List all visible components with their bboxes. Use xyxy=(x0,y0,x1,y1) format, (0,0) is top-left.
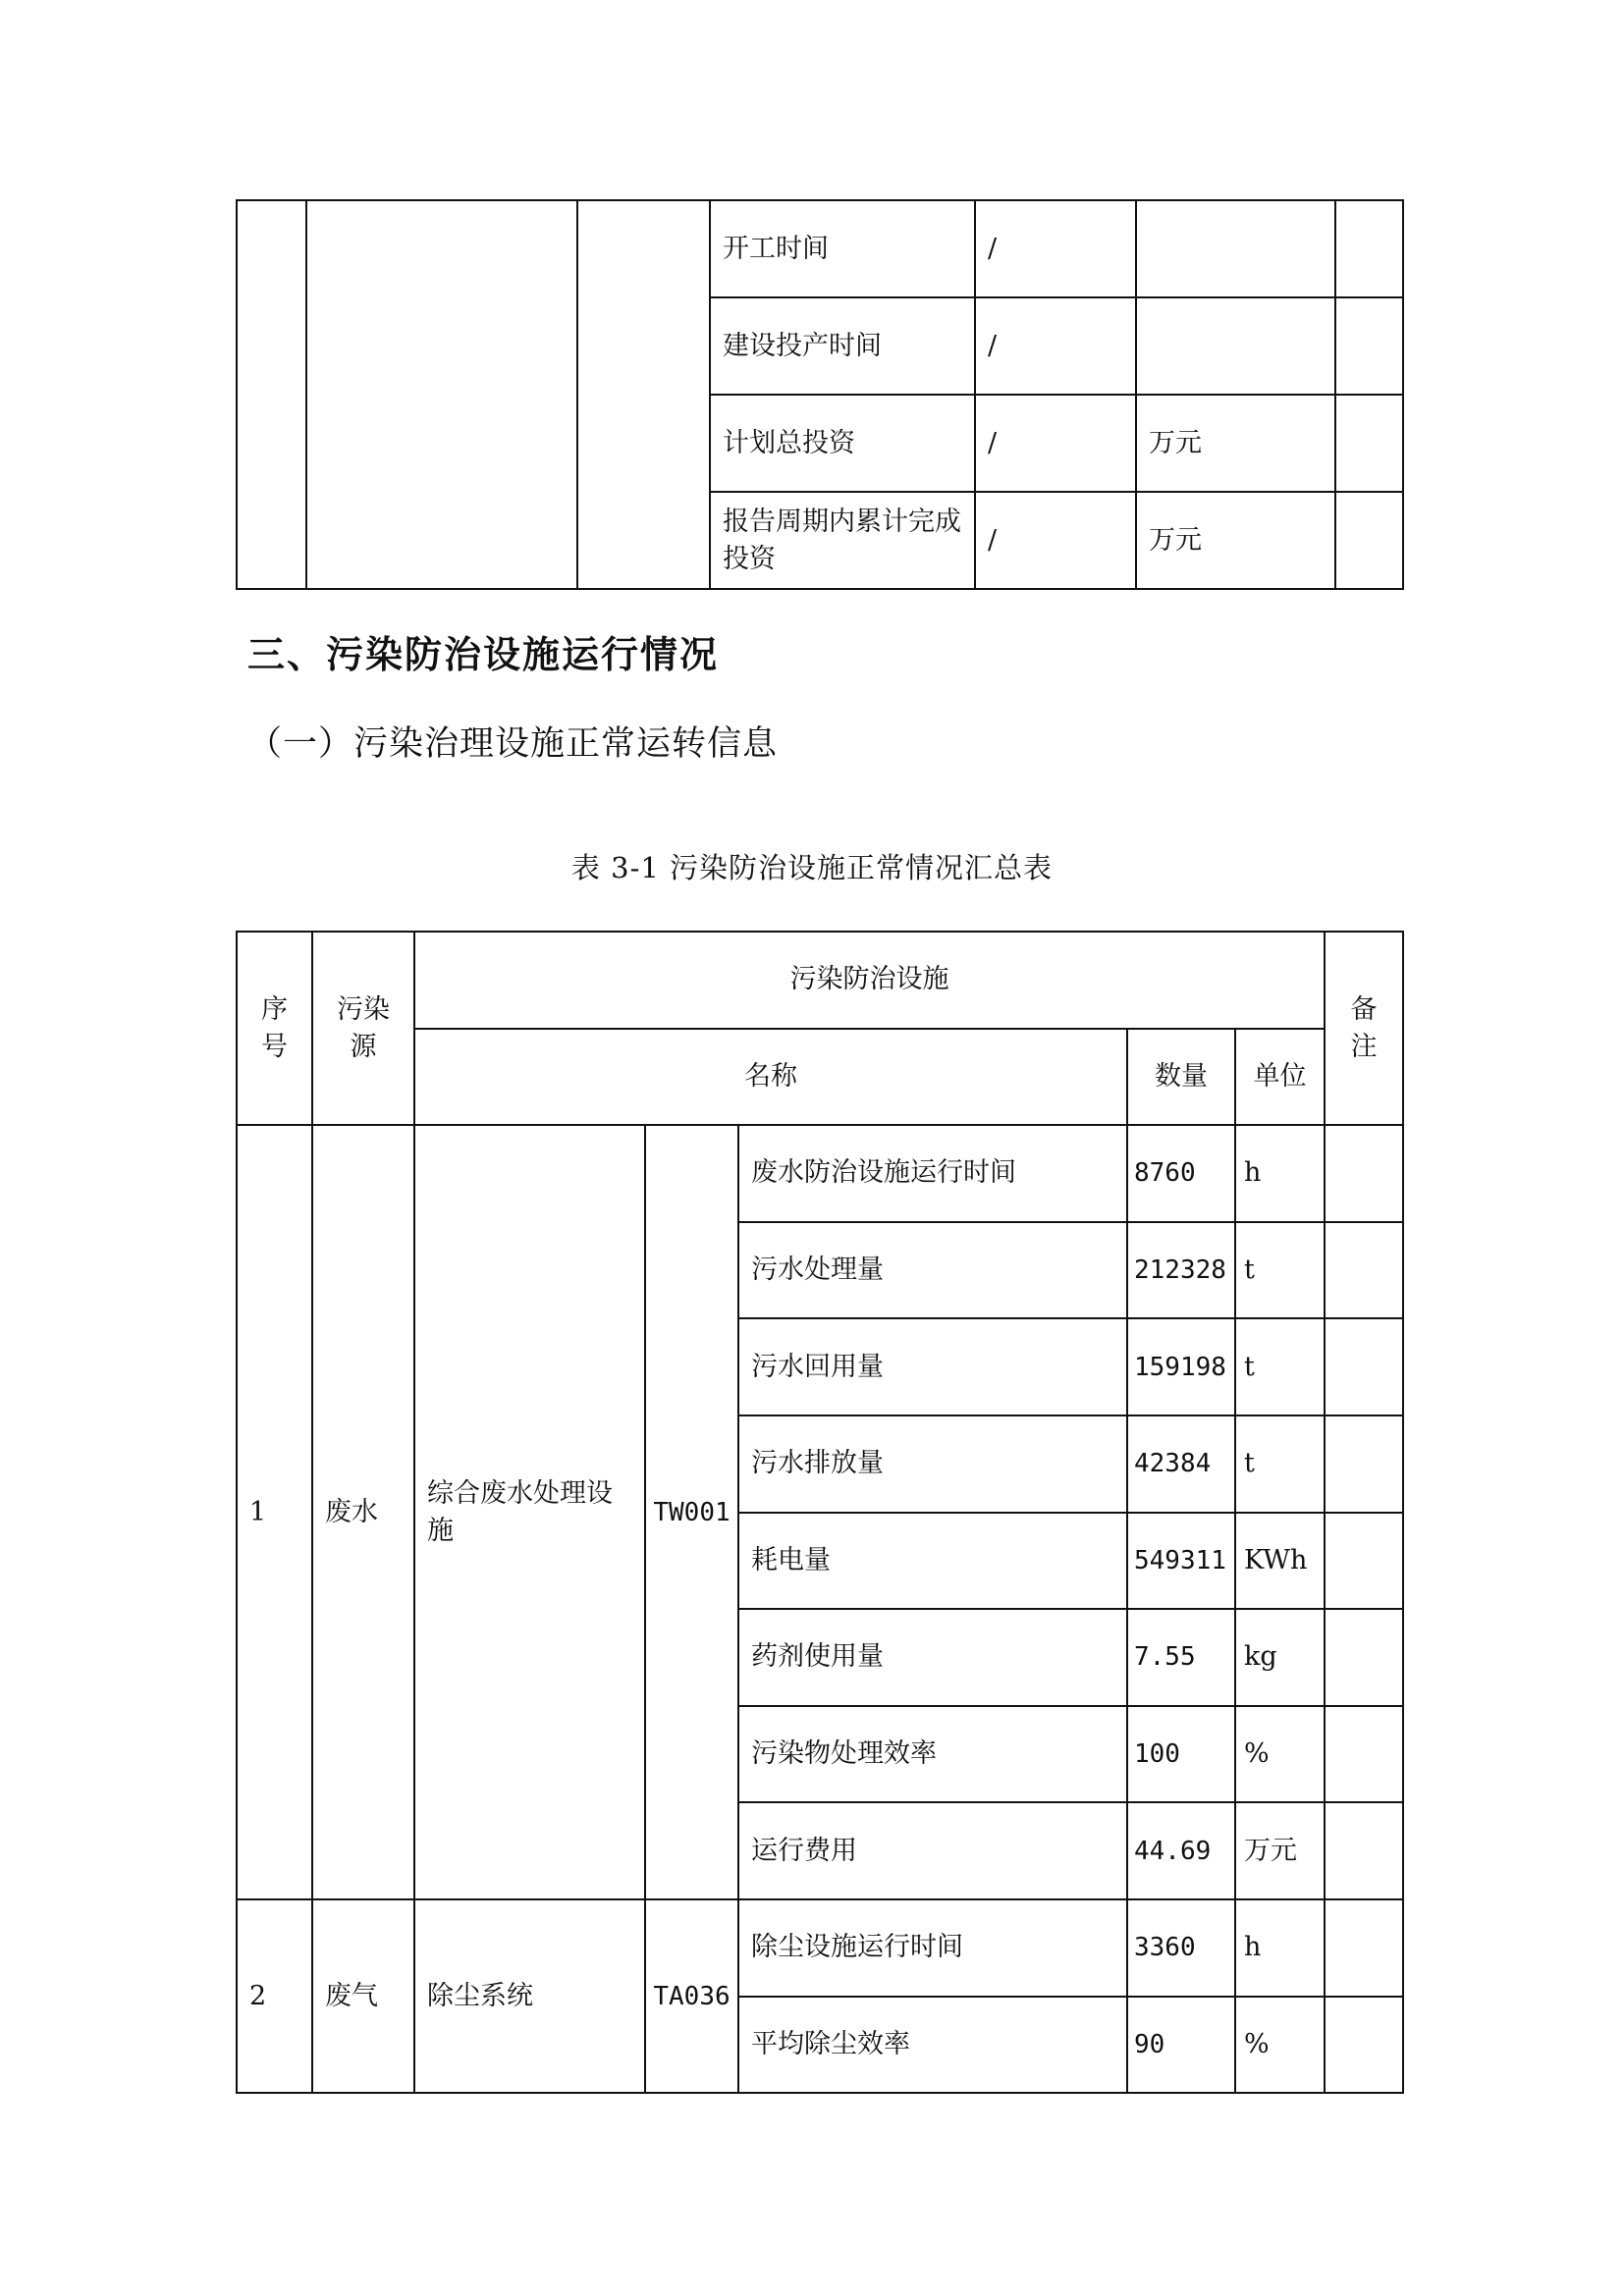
item-quantity: 100 xyxy=(1127,1706,1235,1803)
item-name: 除尘设施运行时间 xyxy=(738,1899,1127,1997)
item-unit: % xyxy=(1235,1997,1325,2094)
item-name: 平均除尘效率 xyxy=(738,1997,1127,2094)
item-unit: 万元 xyxy=(1235,1802,1325,1899)
item-unit: h xyxy=(1235,1125,1325,1222)
item-quantity: 212328 xyxy=(1127,1222,1235,1319)
blank-cell xyxy=(306,200,577,589)
investment-unit: 万元 xyxy=(1136,492,1335,589)
blank-cell xyxy=(577,200,710,589)
subsection-heading: （一）污染治理设施正常运转信息 xyxy=(247,724,779,764)
group-facility-name: 综合废水处理设施 xyxy=(414,1125,645,1899)
blank-cell xyxy=(1335,492,1403,589)
item-quantity: 42384 xyxy=(1127,1415,1235,1513)
item-name: 耗电量 xyxy=(738,1513,1127,1610)
investment-label: 建设投产时间 xyxy=(710,297,975,395)
investment-label: 计划总投资 xyxy=(710,395,975,492)
header-name: 名称 xyxy=(414,1029,1127,1126)
investment-value: / xyxy=(975,297,1136,395)
item-remark xyxy=(1325,1706,1403,1803)
item-name: 污水排放量 xyxy=(738,1415,1127,1513)
group-source: 废气 xyxy=(312,1899,414,2093)
header-unit: 单位 xyxy=(1235,1029,1325,1126)
group-facility-name: 除尘系统 xyxy=(414,1899,645,2093)
item-remark xyxy=(1325,1318,1403,1415)
group-code: TA036 xyxy=(645,1899,738,2093)
item-remark xyxy=(1325,1802,1403,1899)
item-name: 污染物处理效率 xyxy=(738,1706,1127,1803)
blank-cell xyxy=(1335,395,1403,492)
table-row xyxy=(237,1125,1403,1222)
item-quantity: 3360 xyxy=(1127,1899,1235,1997)
item-quantity: 7.55 xyxy=(1127,1609,1235,1706)
table-caption: 表 3-1 污染防治设施正常情况汇总表 xyxy=(570,851,1054,884)
item-name: 污水回用量 xyxy=(738,1318,1127,1415)
item-remark xyxy=(1325,1997,1403,2094)
blank-cell xyxy=(1335,200,1403,297)
header-row xyxy=(237,932,1403,1029)
item-unit: KWh xyxy=(1235,1513,1325,1610)
item-unit: t xyxy=(1235,1222,1325,1319)
item-quantity: 159198 xyxy=(1127,1318,1235,1415)
blank-cell xyxy=(1335,297,1403,395)
item-unit: t xyxy=(1235,1318,1325,1415)
pollution-facility-summary-table xyxy=(236,931,1404,2094)
investment-continuation-table xyxy=(236,199,1404,590)
item-unit: h xyxy=(1235,1899,1325,1997)
item-quantity: 8760 xyxy=(1127,1125,1235,1222)
item-quantity: 44.69 xyxy=(1127,1802,1235,1899)
item-quantity: 549311 xyxy=(1127,1513,1235,1610)
item-name: 药剂使用量 xyxy=(738,1609,1127,1706)
header-remarks: 备注 xyxy=(1325,932,1403,1125)
investment-value: / xyxy=(975,200,1136,297)
investment-label: 开工时间 xyxy=(710,200,975,297)
investment-value: / xyxy=(975,492,1136,589)
item-remark xyxy=(1325,1125,1403,1222)
item-remark xyxy=(1325,1899,1403,1997)
item-unit: kg xyxy=(1235,1609,1325,1706)
item-name: 污水处理量 xyxy=(738,1222,1127,1319)
blank-cell xyxy=(237,200,306,589)
investment-value: / xyxy=(975,395,1136,492)
investment-unit: 万元 xyxy=(1136,395,1335,492)
item-unit: t xyxy=(1235,1415,1325,1513)
section-heading: 三、污染防治设施运行情况 xyxy=(247,633,720,676)
investment-unit xyxy=(1136,200,1335,297)
group-seq: 1 xyxy=(237,1125,312,1899)
investment-label: 报告周期内累计完成投资 xyxy=(710,492,975,589)
header-seq: 序号 xyxy=(237,932,312,1125)
item-unit: % xyxy=(1235,1706,1325,1803)
header-facility: 污染防治设施 xyxy=(414,932,1325,1029)
header-source: 污染源 xyxy=(312,932,414,1125)
group-code: TW001 xyxy=(645,1125,738,1899)
item-remark xyxy=(1325,1415,1403,1513)
item-remark xyxy=(1325,1513,1403,1610)
investment-unit xyxy=(1136,297,1335,395)
item-name: 运行费用 xyxy=(738,1802,1127,1899)
group-seq: 2 xyxy=(237,1899,312,2093)
table-row xyxy=(237,1899,1403,1997)
group-source: 废水 xyxy=(312,1125,414,1899)
item-name: 废水防治设施运行时间 xyxy=(738,1125,1127,1222)
header-quantity: 数量 xyxy=(1127,1029,1235,1126)
item-remark xyxy=(1325,1222,1403,1319)
item-quantity: 90 xyxy=(1127,1997,1235,2094)
item-remark xyxy=(1325,1609,1403,1706)
investment-row xyxy=(237,200,1403,297)
